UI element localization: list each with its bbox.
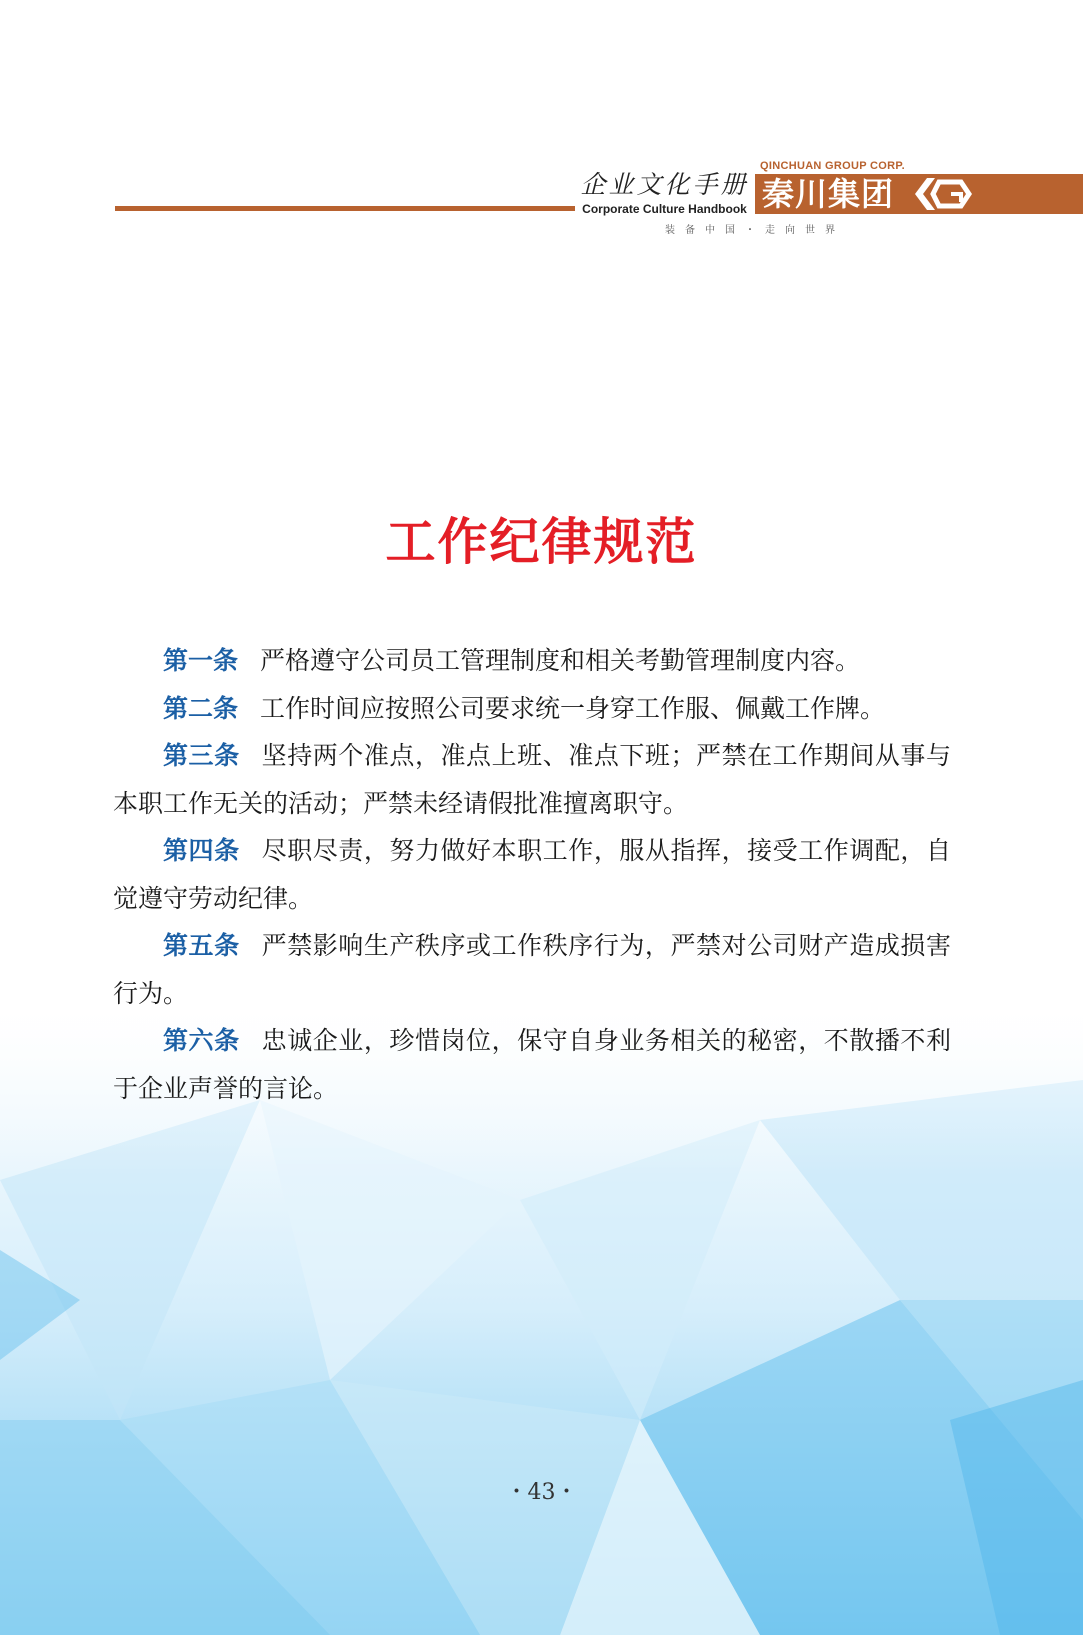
article-2	[113, 685, 951, 733]
corp-name-en: QINCHUAN GROUP CORP.	[760, 160, 905, 172]
article-5	[113, 922, 951, 1017]
article-text: 忠诚企业，珍惜岗位，保守自身业务相关的秘密，不散播不利于企业声誉的言论。	[113, 1026, 951, 1103]
header-divider-line	[115, 206, 575, 211]
article-label: 第一条	[163, 646, 239, 675]
article-1	[113, 637, 951, 685]
article-text: 工作时间应按照公司要求统一身穿工作服、佩戴工作牌。	[260, 693, 886, 723]
page-title: 工作纪律规范	[385, 513, 698, 571]
header-slogan: 装备中国・走向世界	[665, 225, 845, 236]
article-label: 第六条	[163, 1026, 240, 1055]
page-number: ・43・	[505, 1480, 578, 1505]
handbook-title-block	[577, 170, 752, 216]
article-4	[113, 827, 951, 922]
handbook-title-cn: 企业文化手册	[580, 170, 749, 199]
articles-list	[113, 637, 951, 1112]
article-text: 尽职尽责，努力做好本职工作，服从指挥，接受工作调配，自觉遵守劳动纪律。	[113, 836, 951, 913]
article-label: 第三条	[163, 741, 240, 770]
article-6	[113, 1017, 951, 1112]
corp-name-cn: 秦川集团	[762, 175, 895, 213]
handbook-title-en: Corporate Culture Handbook	[582, 202, 747, 216]
article-text: 坚持两个准点，准点上班、准点下班；严禁在工作期间从事与本职工作无关的活动；严禁未经请假批准擅离职守。	[113, 741, 951, 818]
article-label: 第二条	[163, 693, 239, 723]
article-text: 严禁影响生产秩序或工作秩序行为，严禁对公司财产造成损害行为。	[113, 931, 951, 1008]
qinchuan-logo-icon	[905, 172, 975, 216]
article-text: 严格遵守公司员工管理制度和相关考勤管理制度内容。	[260, 646, 861, 675]
article-label: 第四条	[163, 836, 240, 865]
article-3	[113, 732, 951, 827]
article-label: 第五条	[163, 931, 240, 960]
